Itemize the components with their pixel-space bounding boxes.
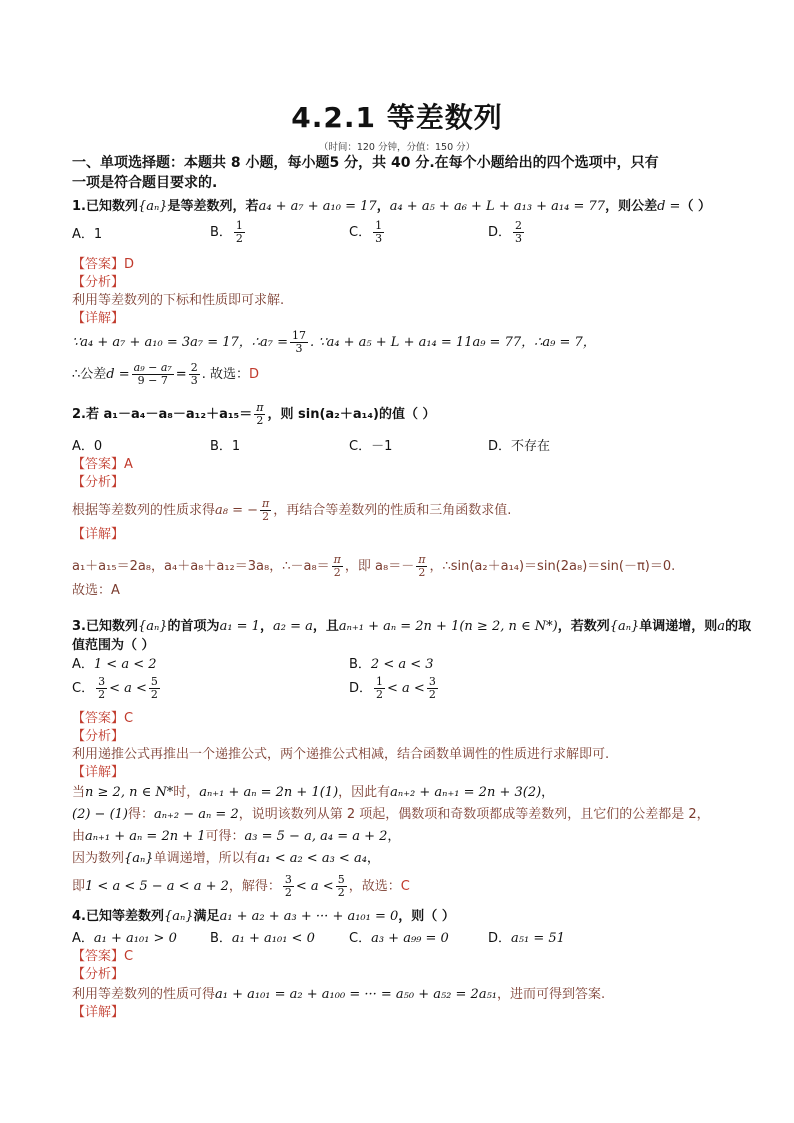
q3-analysis-label: 【分析】 [72, 729, 125, 744]
q3-option-b [349, 656, 434, 674]
q2-detail-text-a: a₁＋a₁₅＝2a₈，a₄＋a₈＋a₁₂＝3a₈，∴－a₈＝ [72, 559, 330, 574]
q2-detail-line [72, 554, 675, 579]
q1-detail-math-2: . ∵a₄ + a₅ + L + a₁₄ = 11a₉ = 77，∴a₉ = 7， [310, 335, 596, 350]
q1-detail-line-2 [72, 362, 259, 387]
frac-num: π [256, 401, 264, 414]
q4-stem-text-d: ，则（ ） [398, 909, 455, 924]
comma: ， [366, 851, 380, 866]
q3-a1: a₁ = 1 [219, 619, 260, 634]
q3-option-d-frac-2 [427, 676, 438, 701]
q3-option-d-frac [374, 676, 385, 701]
q1-detail-math: ∵a₄ + a₇ + a₁₀ = 3a₇ = 17，∴a₇ = [72, 335, 289, 350]
q1-stem-text-2: 是等差数列，若 [167, 199, 259, 214]
question-4-stem [72, 908, 455, 926]
q3-option-b-math: 2 < a < 3 [370, 657, 434, 672]
math: a₁ + a₁₀₁ = a₂ + a₁₀₀ = ··· = a₅₀ + a₅₂ = 2a₅₁ [215, 987, 497, 1002]
q4-answer-value: C [124, 949, 134, 964]
q4-answer-row [72, 948, 133, 966]
q1-d-expr: d = [657, 199, 681, 214]
q4-option-c-math: a₃ + a₉₉ = 0 [371, 931, 449, 946]
math: aₙ₊₁ + aₙ = 2n + 1 [85, 829, 206, 844]
frac-num: π [418, 553, 426, 566]
q4-option-d [488, 930, 565, 948]
q1-cond2: a₄ + a₅ + a₆ + L + a₁₃ + a₁₄ = 77 [389, 199, 606, 214]
q1-detail-frac-3 [189, 362, 200, 387]
frac-num: 17 [292, 329, 307, 342]
q2-detail-frac [332, 554, 343, 579]
frac-num: 3 [428, 675, 436, 688]
q3-option-a-math: 1 < a < 2 [93, 657, 157, 672]
q4-option-d-label: D． [488, 931, 512, 946]
q2-analysis-text [72, 498, 511, 523]
frac-num: π [333, 553, 341, 566]
frac-den: 2 [428, 688, 436, 701]
q4-option-b-math: a₁ + a₁₀₁ < 0 [231, 931, 315, 946]
q2-detail-text-c: ，∴sin(a₂＋a₁₄)＝sin(2a₈)＝sin(－π)＝0. [429, 559, 676, 574]
text: ，解得： [228, 879, 281, 894]
frac-num: 3 [98, 675, 106, 688]
q1-blank: （ ） [680, 199, 711, 214]
q3-answer-row [72, 710, 133, 728]
q3-stem-text-b: 的首项为 [167, 619, 220, 634]
q3-option-d [349, 676, 440, 701]
question-1-stem: 1.已知数列{aₙ}是等差数列，若a₄ + a₇ + a₁₀ = 17，a₄ + a₅ + a₆ + L + a₁₃ + a₁₄ = 77，则公差d =（ ） [72, 199, 711, 214]
math: a₁ < a₂ < a₃ < a₄ [257, 851, 367, 866]
text: 可得： [205, 829, 245, 844]
q2-option-c: C．－1 [349, 439, 393, 454]
q1-analysis-text: 利用等差数列的下标和性质即可求解. [72, 293, 285, 308]
q1-detail-frac-2 [132, 362, 174, 387]
q1-analysis-label: 【分析】 [72, 275, 125, 290]
q1-choose-text: . 故选： [201, 367, 249, 382]
q3-detail-frac [283, 874, 294, 899]
q2-detail-label: 【详解】 [72, 527, 125, 542]
q1-choose-value: D [248, 367, 259, 382]
q3-a2: a₂ = a [272, 619, 313, 634]
q3-detail-line-5 [72, 874, 410, 899]
q3-stem-text-f: ，且 [312, 619, 339, 634]
math: 1 < a < 5 − a < a + 2 [85, 879, 229, 894]
q2-detail-frac-2 [416, 554, 427, 579]
math: {aₙ} [124, 851, 154, 866]
text: 由 [72, 829, 86, 844]
q4-stem-text: 4.已知等差数列 [72, 909, 164, 924]
q3-option-c-mid: < a < [109, 681, 147, 696]
q2-answer-row [72, 456, 133, 474]
q3-stem-text-h: ，若数列 [557, 619, 610, 634]
text: 得： [128, 807, 155, 822]
q1-detail-label: 【详解】 [72, 311, 125, 326]
math: aₙ₊₁ + aₙ = 2n + 1(1) [199, 785, 339, 800]
q3-option-a [72, 656, 157, 674]
frac-num: 2 [190, 361, 198, 374]
answer-label: 【答案】 [72, 457, 125, 472]
math: n ≥ 2, n ∈ N* [85, 785, 174, 800]
math: aₙ₊₂ + aₙ₊₁ = 2n + 3(2) [390, 785, 542, 800]
frac-den: 3 [295, 342, 303, 355]
q1-detail-frac [290, 330, 308, 355]
q3-detail-frac-2 [336, 874, 347, 899]
q2-option-b: B．1 [210, 439, 241, 454]
q4-option-d-math: a₅₁ = 51 [511, 931, 565, 946]
q3-seq: {aₙ} [137, 619, 168, 634]
frac-num: 1 [235, 219, 243, 232]
q3-option-a-label: A． [72, 657, 94, 672]
q1-option-b-label: B． [210, 225, 232, 240]
q1-detail-d: d = [106, 367, 130, 382]
frac-num: π [262, 497, 270, 510]
q2-stem-text: 2.若 a₁－a₄－a₈－a₁₂＋a₁₅＝ [72, 407, 253, 422]
q4-option-a-label: A． [72, 931, 94, 946]
text: ，进而可得到答案. [497, 987, 606, 1002]
q3-detail-line-1 [72, 784, 554, 802]
question-2-stem [72, 402, 435, 427]
q3-option-c [72, 676, 162, 701]
q3-option-b-label: B． [349, 657, 371, 672]
q1-option-d-label: D． [488, 225, 512, 240]
page-subtitle: （时间：120 分钟，分值：150 分） [318, 142, 476, 153]
q3-option-d-mid: < a < [387, 681, 425, 696]
text: 利用等差数列的性质可得 [72, 987, 216, 1002]
q1-stem-text-3: ，则公差 [605, 199, 658, 214]
frac-num: 1 [375, 219, 383, 232]
frac-den: 2 [262, 510, 270, 523]
q4-option-b-label: B． [210, 931, 232, 946]
q2-answer-value: A [124, 457, 133, 472]
q1-option-a: A．1 [72, 227, 103, 242]
q3-var-a: a [717, 619, 726, 634]
frac-den: 2 [98, 688, 106, 701]
q2-stem-text-2: ，则 sin(a₂＋a₁₄)的值（ ） [267, 407, 436, 422]
q4-detail-label: 【详解】 [72, 1005, 125, 1020]
q3-answer-value: C [124, 711, 134, 726]
frac-den: 2 [337, 886, 345, 899]
q4-option-a-math: a₁ + a₁₀₁ > 0 [93, 931, 177, 946]
frac-num: 5 [150, 675, 158, 688]
q1-option-d [488, 220, 526, 245]
q1-detail-text: ∴公差 [72, 367, 107, 382]
answer-label: 【答案】 [72, 949, 125, 964]
q3-option-d-label: D． [349, 681, 373, 696]
text: ，故选： [348, 879, 401, 894]
q1-cond1: a₄ + a₇ + a₁₀ = 17 [258, 199, 377, 214]
comma: ， [387, 829, 401, 844]
frac-num: 3 [284, 873, 292, 886]
q4-seq: {aₙ} [163, 909, 194, 924]
q4-option-c-label: C． [349, 931, 372, 946]
text: 即 [72, 879, 86, 894]
q2-detail-text-b: ，即 a₈＝－ [344, 559, 415, 574]
q4-option-c [349, 930, 449, 948]
frac-den: 2 [150, 688, 158, 701]
q3-option-c-frac-2 [149, 676, 160, 701]
q4-option-b [210, 930, 315, 948]
q2-stem-frac [254, 402, 265, 427]
frac-num: 5 [337, 873, 345, 886]
q3-detail-line-4 [72, 850, 380, 868]
frac-den: 2 [256, 414, 264, 427]
q1-option-c-label: C． [349, 225, 372, 240]
equals-sign: = [175, 367, 187, 382]
frac-den: 3 [375, 232, 383, 245]
q1-answer-value: D [124, 257, 135, 272]
q4-option-a [72, 930, 177, 948]
q1-option-d-frac [513, 220, 524, 245]
q1-option-c-frac [373, 220, 384, 245]
q3-seq-2: {aₙ} [609, 619, 640, 634]
answer-label: 【答案】 [72, 257, 125, 272]
q4-analysis-label: 【分析】 [72, 967, 125, 982]
q3-recurrence: aₙ₊₁ + aₙ = 2n + 1(n ≥ 2, n ∈ N*) [338, 619, 558, 634]
q3-detail-line-2 [72, 806, 710, 824]
q1-answer-row [72, 256, 134, 274]
q2-analysis-math: a₈ = − [215, 503, 259, 518]
text: 因为数列 [72, 851, 125, 866]
q1-option-b [210, 220, 247, 245]
q3-analysis-text: 利用递推公式再推出一个递推公式，两个递推公式相减，结合函数单调性的性质进行求解即可. [72, 747, 610, 762]
question-3-stem [72, 618, 751, 636]
section-heading-cont: 一项是符合题目要求的. [72, 175, 218, 191]
q1-seq: {aₙ} [137, 199, 168, 214]
frac-den: 2 [333, 566, 341, 579]
comma: ， [541, 785, 555, 800]
frac-den: 2 [376, 688, 384, 701]
text: 时， [173, 785, 200, 800]
frac-num: 1 [376, 675, 384, 688]
math: aₙ₊₂ − aₙ = 2 [154, 807, 239, 822]
q2-analysis-text-c: ，再结合等差数列的性质和三角函数求值. [273, 503, 512, 518]
q3-detail-line-3 [72, 828, 400, 846]
text: ，因此有 [338, 785, 391, 800]
q2-choose: 故选：A [72, 583, 120, 598]
text: ，说明该数列从第 2 项起，偶数项和奇数项都成等差数列，且它们的公差都是 2， [238, 807, 710, 822]
q4-analysis-text [72, 986, 605, 1004]
q2-option-a: A．0 [72, 439, 103, 454]
frac-num: a₉ − a₇ [133, 361, 172, 374]
text: 当 [72, 785, 86, 800]
frac-num: 2 [515, 219, 523, 232]
q2-analysis-text-a: 根据等差数列的性质求得 [72, 503, 216, 518]
q3-stem-text-j: 单调递增，则 [639, 619, 718, 634]
q3-option-c-label: C． [72, 681, 95, 696]
frac-den: 9 − 7 [137, 374, 168, 387]
q3-stem-text: 3.已知数列 [72, 619, 138, 634]
math: (2) − (1) [72, 807, 128, 822]
page-title: 4.2.1 等差数列 [291, 101, 503, 134]
section-heading: 一、单项选择题：本题共 8 小题，每小题5 分，共 40 分.在每个小题给出的四个选项中，只有 [72, 155, 659, 171]
q1-option-b-frac [234, 220, 245, 245]
math: a₃ = 5 − a, a₄ = a + 2 [244, 829, 388, 844]
comma: ， [259, 619, 273, 634]
q3-stem-line-2: 值范围为（ ） [72, 638, 155, 653]
frac-den: 3 [515, 232, 523, 245]
text: 单调递增，所以有 [153, 851, 258, 866]
frac-den: 2 [418, 566, 426, 579]
q4-condition: a₁ + a₂ + a₃ + ··· + a₁₀₁ = 0 [219, 909, 399, 924]
answer-label: 【答案】 [72, 711, 125, 726]
q3-choose-value: C [400, 879, 410, 894]
q3-detail-label: 【详解】 [72, 765, 125, 780]
frac-den: 3 [190, 374, 198, 387]
q3-stem-text-l: 的取 [725, 619, 752, 634]
q3-option-c-frac [96, 676, 107, 701]
frac-den: 2 [284, 886, 292, 899]
q1-option-c [349, 220, 386, 245]
frac-den: 2 [235, 232, 243, 245]
q1-stem-text: 1.已知数列 [72, 199, 138, 214]
math: < a < [295, 879, 334, 894]
q4-stem-text-b: 满足 [193, 909, 220, 924]
q2-analysis-frac [260, 498, 271, 523]
q1-detail-line-1 [72, 330, 596, 355]
q2-option-d: D．不存在 [488, 439, 551, 454]
q2-analysis-label: 【分析】 [72, 475, 125, 490]
